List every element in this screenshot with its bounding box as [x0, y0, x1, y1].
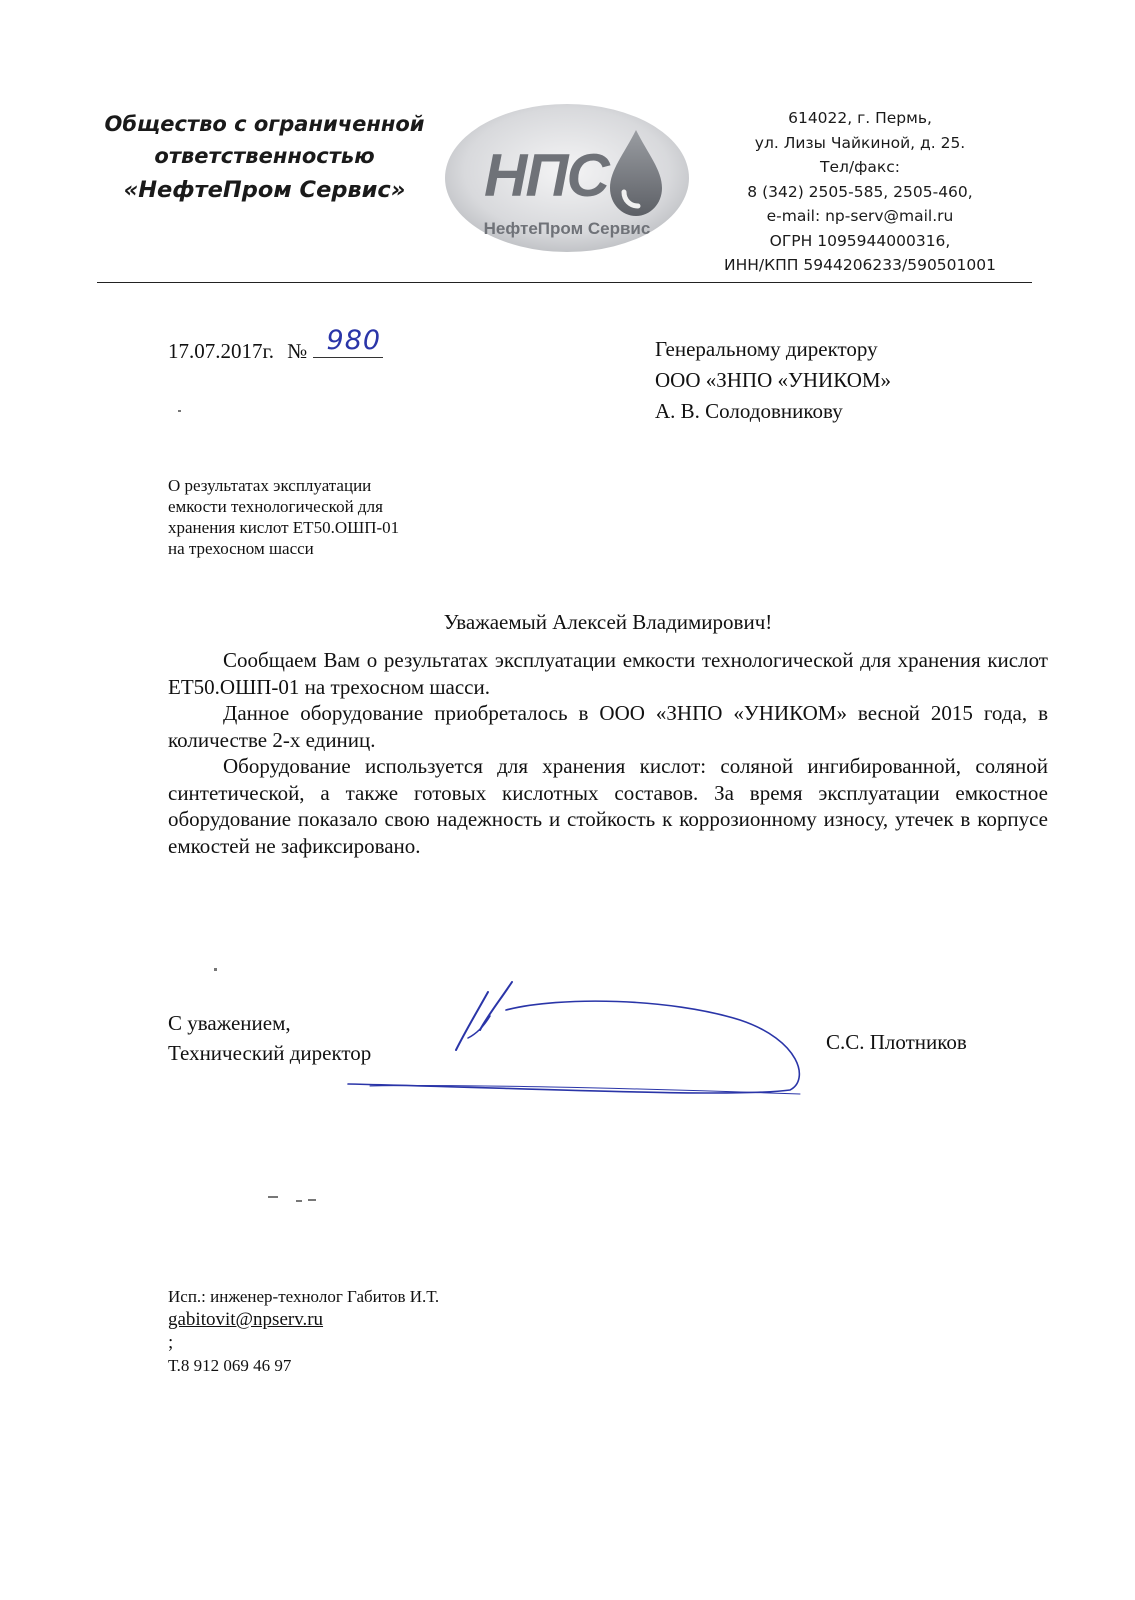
letter-date: 17.07.2017г.: [168, 339, 274, 363]
contact-email: e-mail: np-serv@mail.ru: [766, 207, 954, 225]
logo-name: НефтеПром Сервис: [483, 219, 651, 238]
letter-number: 980: [326, 325, 382, 356]
company-name-line2: ответственностью: [154, 144, 375, 168]
body-paragraph: Данное оборудование приобреталось в ООО «ЗНПО «УНИКОМ» весной 2015 года, в количестве 2-х единиц.: [168, 701, 1048, 752]
executor-email-line: [168, 1308, 439, 1354]
scan-speck: [268, 1196, 278, 1198]
body-paragraph: Оборудование используется для хранения кислот: соляной ингибированной, соляной синтетической, а также готовых кислотных составов. За время эксплуатации емкостное оборудование показало свою надежность и стойкость к коррозионному износу, утечек в корпусе емкостей не зафиксировано.: [168, 754, 1048, 858]
contact-address-street: ул. Лизы Чайкиной, д. 25.: [754, 133, 966, 152]
contact-inn-kpp: ИНН/КПП 5944206233/590501001: [724, 256, 996, 274]
letter-subject: [168, 475, 448, 559]
signer-position: Технический директор: [168, 1041, 372, 1065]
scan-speck: [308, 1199, 316, 1201]
signer-name: С.С. Плотников: [826, 1030, 967, 1054]
scan-speck: [214, 968, 217, 971]
contact-phone: 8 (342) 2505-585, 2505-460,: [747, 182, 973, 201]
executor-email-suffix: ;: [168, 1332, 174, 1353]
addressee-name: А. В. Солодовникову: [655, 399, 843, 423]
subject-line: емкости технологической для: [168, 497, 383, 516]
executor-email-link[interactable]: gabitovit@npserv.ru: [168, 1309, 324, 1330]
header-divider: [97, 282, 1032, 283]
logo-abbr: НПС: [484, 142, 608, 209]
subject-line: хранения кислот ЕТ50.ОШП-01: [168, 518, 400, 537]
contact-address-city: 614022, г. Пермь,: [788, 109, 932, 127]
handwritten-signature: [330, 960, 830, 1110]
company-name-line1: Общество с ограниченной: [104, 112, 425, 136]
executor-phone: Т.8 912 069 46 97: [168, 1356, 292, 1375]
contact-ogrn: ОГРН 1095944000316,: [769, 231, 951, 250]
company-name-line3: «НефтеПром Сервис»: [123, 177, 406, 203]
salutation: Уважаемый Алексей Владимирович!: [443, 610, 773, 634]
number-sign: №: [287, 339, 308, 363]
company-logo: [440, 100, 694, 260]
contact-phone-label: Тел/факс:: [820, 158, 900, 176]
letter-number-slot: [313, 325, 383, 358]
executor-block: [168, 1285, 439, 1377]
scan-speck: [178, 410, 181, 412]
company-name: [92, 108, 437, 208]
letter-body: [168, 647, 1048, 859]
addressee-block: [655, 334, 891, 427]
closing-phrase: С уважением,: [168, 1011, 291, 1035]
addressee-company: ООО «ЗНПО «УНИКОМ»: [655, 368, 892, 392]
executor-name: Исп.: инженер-технолог Габитов И.Т.: [168, 1287, 440, 1306]
scan-speck: [296, 1200, 302, 1202]
body-paragraph: Сообщаем Вам о результатах эксплуатации емкости технологической для хранения кислот ЕТ50.ОШП-01 на трехосном шасси.: [168, 648, 1048, 699]
addressee-position: Генеральному директору: [655, 337, 878, 361]
subject-line: О результатах эксплуатации: [168, 476, 372, 495]
subject-line: на трехосном шасси: [168, 539, 314, 558]
company-contacts: [700, 106, 1020, 278]
letter-date-number: [168, 325, 383, 364]
